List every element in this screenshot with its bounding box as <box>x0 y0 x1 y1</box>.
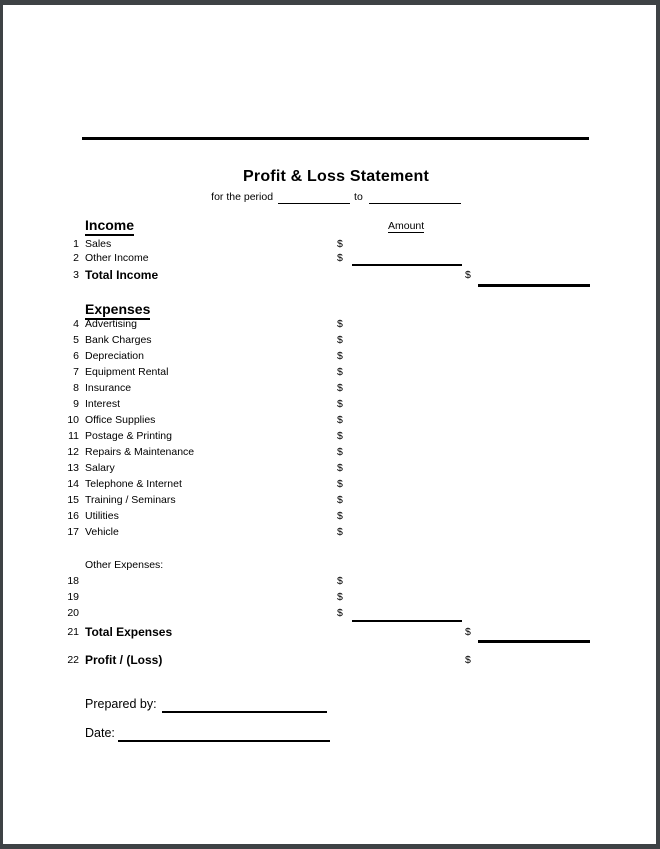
statement-row <box>0 332 660 348</box>
other-expenses-label: Other Expenses: <box>85 559 164 571</box>
prepared-by-blank <box>162 711 327 713</box>
statement-row <box>0 508 660 524</box>
income-section-heading <box>85 217 134 235</box>
row-number: 7 <box>73 366 79 378</box>
row-label: Advertising <box>85 318 137 330</box>
row-number: 16 <box>67 510 79 522</box>
row-number: 21 <box>67 626 79 638</box>
profit-double-rule-bottom <box>478 672 590 674</box>
total-expenses-rule <box>478 640 590 643</box>
row-number: 13 <box>67 462 79 474</box>
dollar-sign: $ <box>337 414 343 426</box>
row-number: 3 <box>73 269 79 281</box>
row-number: 5 <box>73 334 79 346</box>
row-label: Vehicle <box>85 526 119 538</box>
title-band <box>82 167 590 187</box>
statement-row <box>0 316 660 332</box>
row-number: 14 <box>67 478 79 490</box>
row-number: 9 <box>73 398 79 410</box>
row-number: 2 <box>73 252 79 264</box>
statement-row <box>0 573 660 589</box>
profit-loss-row <box>0 653 660 668</box>
statement-row <box>0 589 660 605</box>
dollar-sign: $ <box>337 318 343 330</box>
income-heading-label: Income <box>85 217 134 236</box>
row-number: 10 <box>67 414 79 426</box>
dollar-sign: $ <box>337 350 343 362</box>
row-number: 1 <box>73 238 79 250</box>
prepared-by-label: Prepared by: <box>85 697 157 711</box>
row-number: 22 <box>67 654 79 666</box>
period-from-blank <box>278 192 350 204</box>
row-label: Total Expenses <box>85 625 173 639</box>
row-number: 18 <box>67 575 79 587</box>
statement-row <box>0 364 660 380</box>
row-label: Sales <box>85 238 112 250</box>
statement-row <box>0 524 660 540</box>
dollar-sign: $ <box>337 591 343 603</box>
row-label: Profit / (Loss) <box>85 653 163 667</box>
row-number: 17 <box>67 526 79 538</box>
row-label: Other Income <box>85 252 149 264</box>
row-label: Utilities <box>85 510 119 522</box>
row-number: 6 <box>73 350 79 362</box>
dollar-sign: $ <box>337 526 343 538</box>
statement-row <box>0 251 660 265</box>
period-to-blank <box>369 192 461 204</box>
total-income-rule <box>478 284 590 287</box>
row-label: Office Supplies <box>85 414 156 426</box>
dollar-sign: $ <box>465 269 471 281</box>
statement-row <box>0 396 660 412</box>
row-label: Salary <box>85 462 115 474</box>
dollar-sign: $ <box>337 334 343 346</box>
income-subtotal-rule <box>352 264 462 266</box>
row-label: Postage & Printing <box>85 430 172 442</box>
statement-row <box>0 605 660 621</box>
row-label: Depreciation <box>85 350 144 362</box>
date-blank <box>118 740 330 742</box>
row-label: Total Income <box>85 268 159 282</box>
statement-row <box>0 428 660 444</box>
dollar-sign: $ <box>337 366 343 378</box>
header-rule <box>82 137 589 140</box>
statement-row <box>0 348 660 364</box>
dollar-sign: $ <box>465 626 471 638</box>
dollar-sign: $ <box>337 430 343 442</box>
dollar-sign: $ <box>337 607 343 619</box>
dollar-sign: $ <box>337 238 343 250</box>
row-number: 11 <box>68 430 79 442</box>
row-number: 12 <box>67 446 79 458</box>
total-income-row <box>0 268 660 283</box>
row-label: Training / Seminars <box>85 494 176 506</box>
row-number: 8 <box>73 382 79 394</box>
dollar-sign: $ <box>337 382 343 394</box>
dollar-sign: $ <box>337 462 343 474</box>
statement-row <box>0 460 660 476</box>
other-expense-rows <box>0 573 660 621</box>
date-label: Date: <box>85 726 115 740</box>
dollar-sign: $ <box>337 398 343 410</box>
row-number: 20 <box>67 607 79 619</box>
dollar-sign: $ <box>337 478 343 490</box>
row-label: Telephone & Internet <box>85 478 182 490</box>
statement-row <box>0 237 660 251</box>
expense-rows <box>0 316 660 540</box>
row-number: 15 <box>67 494 79 506</box>
income-rows <box>0 237 660 265</box>
row-label: Insurance <box>85 382 132 394</box>
row-label: Equipment Rental <box>85 366 169 378</box>
row-label: Interest <box>85 398 121 410</box>
dollar-sign: $ <box>465 654 471 666</box>
page-title: Profit & Loss Statement <box>243 168 429 185</box>
row-label: Bank Charges <box>85 334 152 346</box>
dollar-sign: $ <box>337 252 343 264</box>
statement-row <box>0 412 660 428</box>
dollar-sign: $ <box>337 510 343 522</box>
row-number: 19 <box>67 591 79 603</box>
amount-column-header: Amount <box>388 220 425 232</box>
expenses-subtotal-rule <box>352 620 462 622</box>
period-line <box>82 190 590 204</box>
statement-row <box>0 492 660 508</box>
period-prefix-label: for the period <box>211 191 274 203</box>
expenses-heading-label: Expenses <box>85 301 150 320</box>
period-to-label: to <box>354 191 363 203</box>
dollar-sign: $ <box>337 494 343 506</box>
row-number: 4 <box>73 318 79 330</box>
total-expenses-row <box>0 625 660 640</box>
statement-row <box>0 476 660 492</box>
statement-row <box>0 444 660 460</box>
dollar-sign: $ <box>337 575 343 587</box>
dollar-sign: $ <box>337 446 343 458</box>
profit-double-rule-top <box>478 667 590 669</box>
statement-row <box>0 380 660 396</box>
row-label: Repairs & Maintenance <box>85 446 195 458</box>
